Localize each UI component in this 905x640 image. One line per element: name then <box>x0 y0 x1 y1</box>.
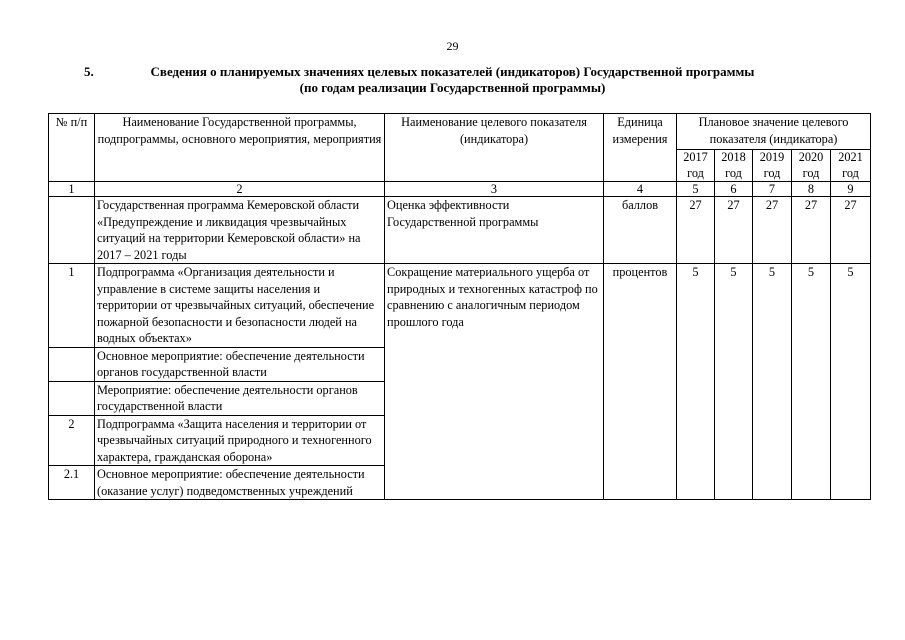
row-value-2020: 5 <box>792 264 831 500</box>
row-indicator: Сокращение материального ущерба от природных и техногенных катастроф по сравнению с аналогичным периодом прошлого года <box>385 264 604 500</box>
column-number: 6 <box>715 182 753 197</box>
row-value-2020: 27 <box>792 197 831 264</box>
indicators-table <box>48 113 871 500</box>
row-value-2021: 27 <box>831 197 871 264</box>
row-unit: баллов <box>604 197 677 264</box>
header-year-2021: 2021 год <box>831 150 871 182</box>
section-title <box>0 64 905 96</box>
title-line-2: (по годам реализации Государственной программы) <box>299 80 606 95</box>
column-number: 3 <box>385 182 604 197</box>
row-value-2017: 5 <box>677 264 715 500</box>
section-number: 5. <box>84 64 94 79</box>
header-name: Наименование Государственной программы, подпрограммы, основного мероприятия, мероприятия <box>95 114 385 182</box>
row-num <box>49 197 95 264</box>
column-number: 1 <box>49 182 95 197</box>
row-name: Подпрограмма «Защита населения и территории от чрезвычайных ситуаций природного и техногенного характера, гражданская оборона» <box>95 415 385 466</box>
column-number-row <box>49 182 871 197</box>
row-value-2021: 5 <box>831 264 871 500</box>
row-value-2018: 27 <box>715 197 753 264</box>
row-indicator: Оценка эффективности Государственной программы <box>385 197 604 264</box>
column-number: 2 <box>95 182 385 197</box>
header-row-1 <box>49 114 871 150</box>
row-name: Подпрограмма «Организация деятельности и управление в системе защиты населения и территории от чрезвычайных ситуаций, обеспечение пожарной безопасности и безопасности людей на водных объектах» <box>95 264 385 348</box>
row-num: 2 <box>49 415 95 466</box>
title-line-1: Сведения о планируемых значениях целевых показателей (индикаторов) Государственной программы <box>150 64 755 79</box>
row-unit: процентов <box>604 264 677 500</box>
header-num: № п/п <box>49 114 95 182</box>
row-value-2019: 5 <box>753 264 792 500</box>
column-number: 7 <box>753 182 792 197</box>
row-value-2019: 27 <box>753 197 792 264</box>
row-name: Государственная программа Кемеровской области «Предупреждение и ликвидация чрезвычайных ситуаций на территории Кемеровской области» на 2017 – 2021 годы <box>95 197 385 264</box>
column-number: 5 <box>677 182 715 197</box>
header-unit: Единица измерения <box>604 114 677 182</box>
page-number: 29 <box>446 39 459 53</box>
row-num <box>49 381 95 415</box>
row-value-2017: 27 <box>677 197 715 264</box>
header-planned: Плановое значение целевого показателя (индикатора) <box>677 114 871 150</box>
column-number: 8 <box>792 182 831 197</box>
table-row <box>49 264 871 348</box>
row-num: 2.1 <box>49 466 95 500</box>
table-row <box>49 197 871 264</box>
header-year-2017: 2017 год <box>677 150 715 182</box>
row-name: Основное мероприятие: обеспечение деятельности органов государственной власти <box>95 347 385 381</box>
header-indicator: Наименование целевого показателя (индикатора) <box>385 114 604 182</box>
row-name: Мероприятие: обеспечение деятельности органов государственной власти <box>95 381 385 415</box>
row-value-2018: 5 <box>715 264 753 500</box>
row-name: Основное мероприятие: обеспечение деятельности (оказание услуг) подведомственных учреждений <box>95 466 385 500</box>
column-number: 4 <box>604 182 677 197</box>
row-num: 1 <box>49 264 95 348</box>
header-year-2020: 2020 год <box>792 150 831 182</box>
header-year-2018: 2018 год <box>715 150 753 182</box>
column-number: 9 <box>831 182 871 197</box>
row-num <box>49 347 95 381</box>
header-year-2019: 2019 год <box>753 150 792 182</box>
